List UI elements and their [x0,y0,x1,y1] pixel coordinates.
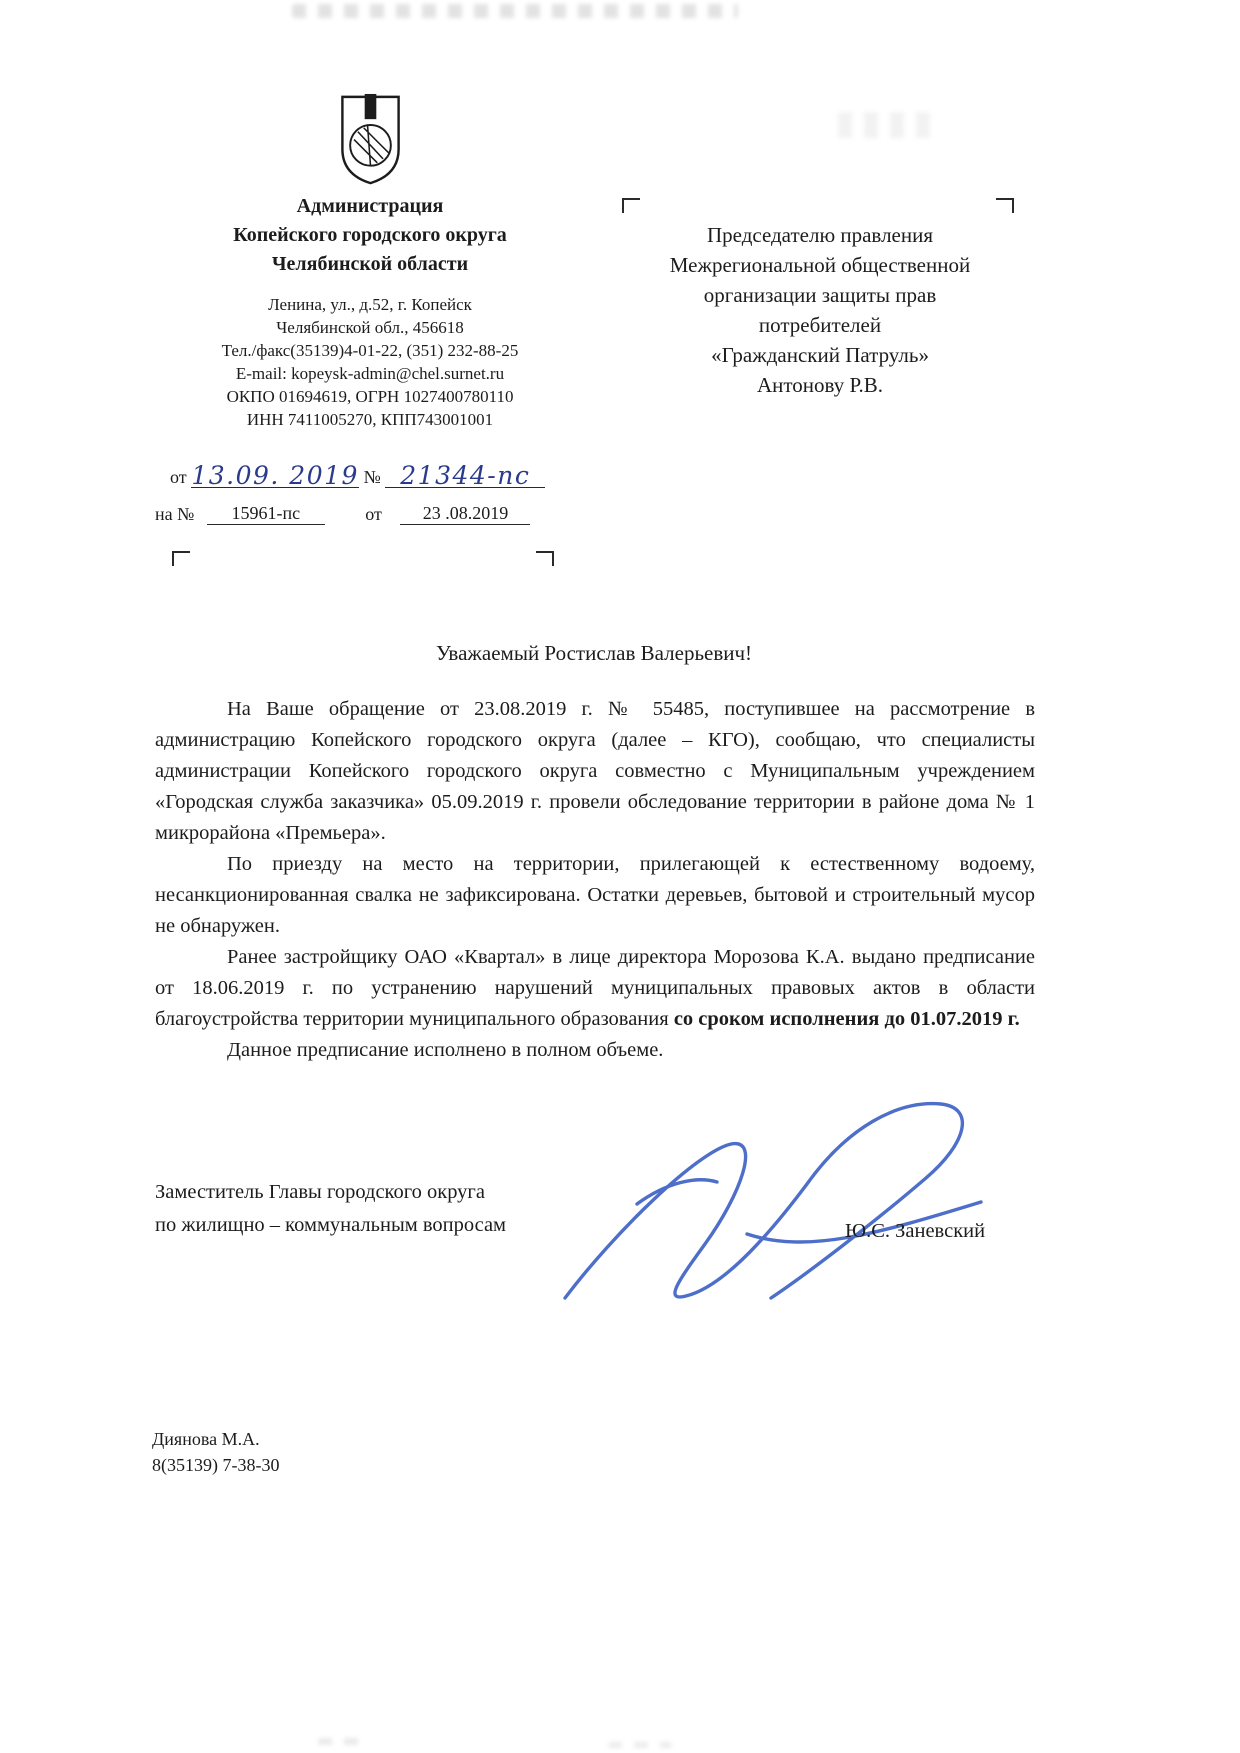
paragraph-3 [155,942,1035,1035]
addressee-block [628,220,1012,400]
sender-email: E-mail: kopeysk-admin@chel.surnet.ru [235,364,505,383]
sender-phone: Тел./факс(35139)4-01-22, (351) 232-88-25 [221,341,519,360]
reference-line-outgoing [170,458,545,488]
signer-name: Ю.С. Заневский [845,1220,986,1242]
sender-address-line1: Ленина, ул., д.52, г. Копейск [268,295,472,314]
coat-of-arms-icon [337,93,404,187]
sender-org-line3: Челябинской области [271,253,469,275]
addressee-line4: потребителей [758,313,882,337]
addressee-line1: Председателю правления [706,223,934,247]
incoming-date-field: 23 .08.2019 [400,503,530,525]
scan-artifact-right [838,112,930,138]
addressee-corner-mark-right [996,198,1014,213]
scan-artifact-bottom-center [608,1742,672,1748]
outgoing-number-handwritten: 21344-пс [400,461,531,490]
paragraph-3-text: Ранее застройщику ОАО «Квартал» в лице директора Морозова К.А. выдано предписание от 18.06.2019 г. по устранению нарушений муниципальных правовых актов в области благоустройства территории муниципального образования [155,946,1035,1030]
fold-corner-mark-right [536,551,554,566]
executor-name: Диянова М.А. [152,1429,260,1449]
sender-reg-codes-line1: ОКПО 01694619, ОГРН 1027400780110 [226,387,514,406]
addressee-line5: «Гражданский Патруль» [711,343,929,367]
sender-reg-codes-line2: ИНН 7411005270, КПП743001001 [246,410,494,429]
scan-artifact-bottom-left [318,1738,362,1745]
handwritten-signature [545,1082,990,1327]
executor-block [152,1426,279,1478]
addressee-line6: Антонову Р.В. [756,373,884,397]
addressee-line2: Межрегиональной общественной [669,253,971,277]
sender-address-line2: Челябинской обл., 456618 [276,318,464,337]
signer-position-line1: Заместитель Главы городского округа [155,1181,485,1203]
paragraph-2: По приезду на место на территории, прилегающей к естественному водоему, несанкционированная свалка не зафиксирована. Остатки деревьев, бытовой и строительный мусор не обнаружен. [155,853,1035,937]
reference-line-incoming [155,503,530,525]
outgoing-number-field [385,458,545,488]
signer-position-block [155,1176,506,1242]
incoming-number-label: на № [155,504,195,524]
outgoing-from-label: от [170,467,187,487]
outgoing-date-field [191,458,359,488]
scan-artifact-top [292,4,738,18]
sender-block [160,192,580,431]
incoming-from-label: от [365,504,382,524]
paragraph-1: На Ваше обращение от 23.08.2019 г. № 55485, поступившее на рассмотрение в администрацию Копейского городского округа (далее – КГО), сообщаю, что специалисты администрации Копейского городского округа совместно с Муниципальным учреждением «Городская служба заказчика» 05.09.2019 г. провели обследование территории в районе дома № 1 микрорайона «Премьера». [155,698,1035,844]
sender-org-line2: Копейского городского округа [233,224,507,246]
addressee-corner-mark-left [622,198,640,213]
outgoing-number-label: № [363,467,381,487]
addressee-line3: организации защиты прав [703,283,937,307]
outgoing-date-handwritten: 13.09. 2019 [191,461,359,490]
fold-corner-mark-left [172,551,190,566]
salutation: Уважаемый Ростислав Валерьевич! [435,641,753,665]
letter-body [155,694,1035,1066]
incoming-number-field: 15961-пс [207,503,325,525]
paragraph-4: Данное предписание исполнено в полном объеме. [227,1039,664,1061]
executor-phone: 8(35139) 7-38-30 [152,1455,280,1475]
sender-org-line1: Администрация [296,195,444,217]
signer-position-line2: по жилищно – коммунальным вопросам [155,1214,507,1236]
paragraph-3-deadline-bold: со сроком исполнения до 01.07.2019 г. [673,1008,1020,1030]
